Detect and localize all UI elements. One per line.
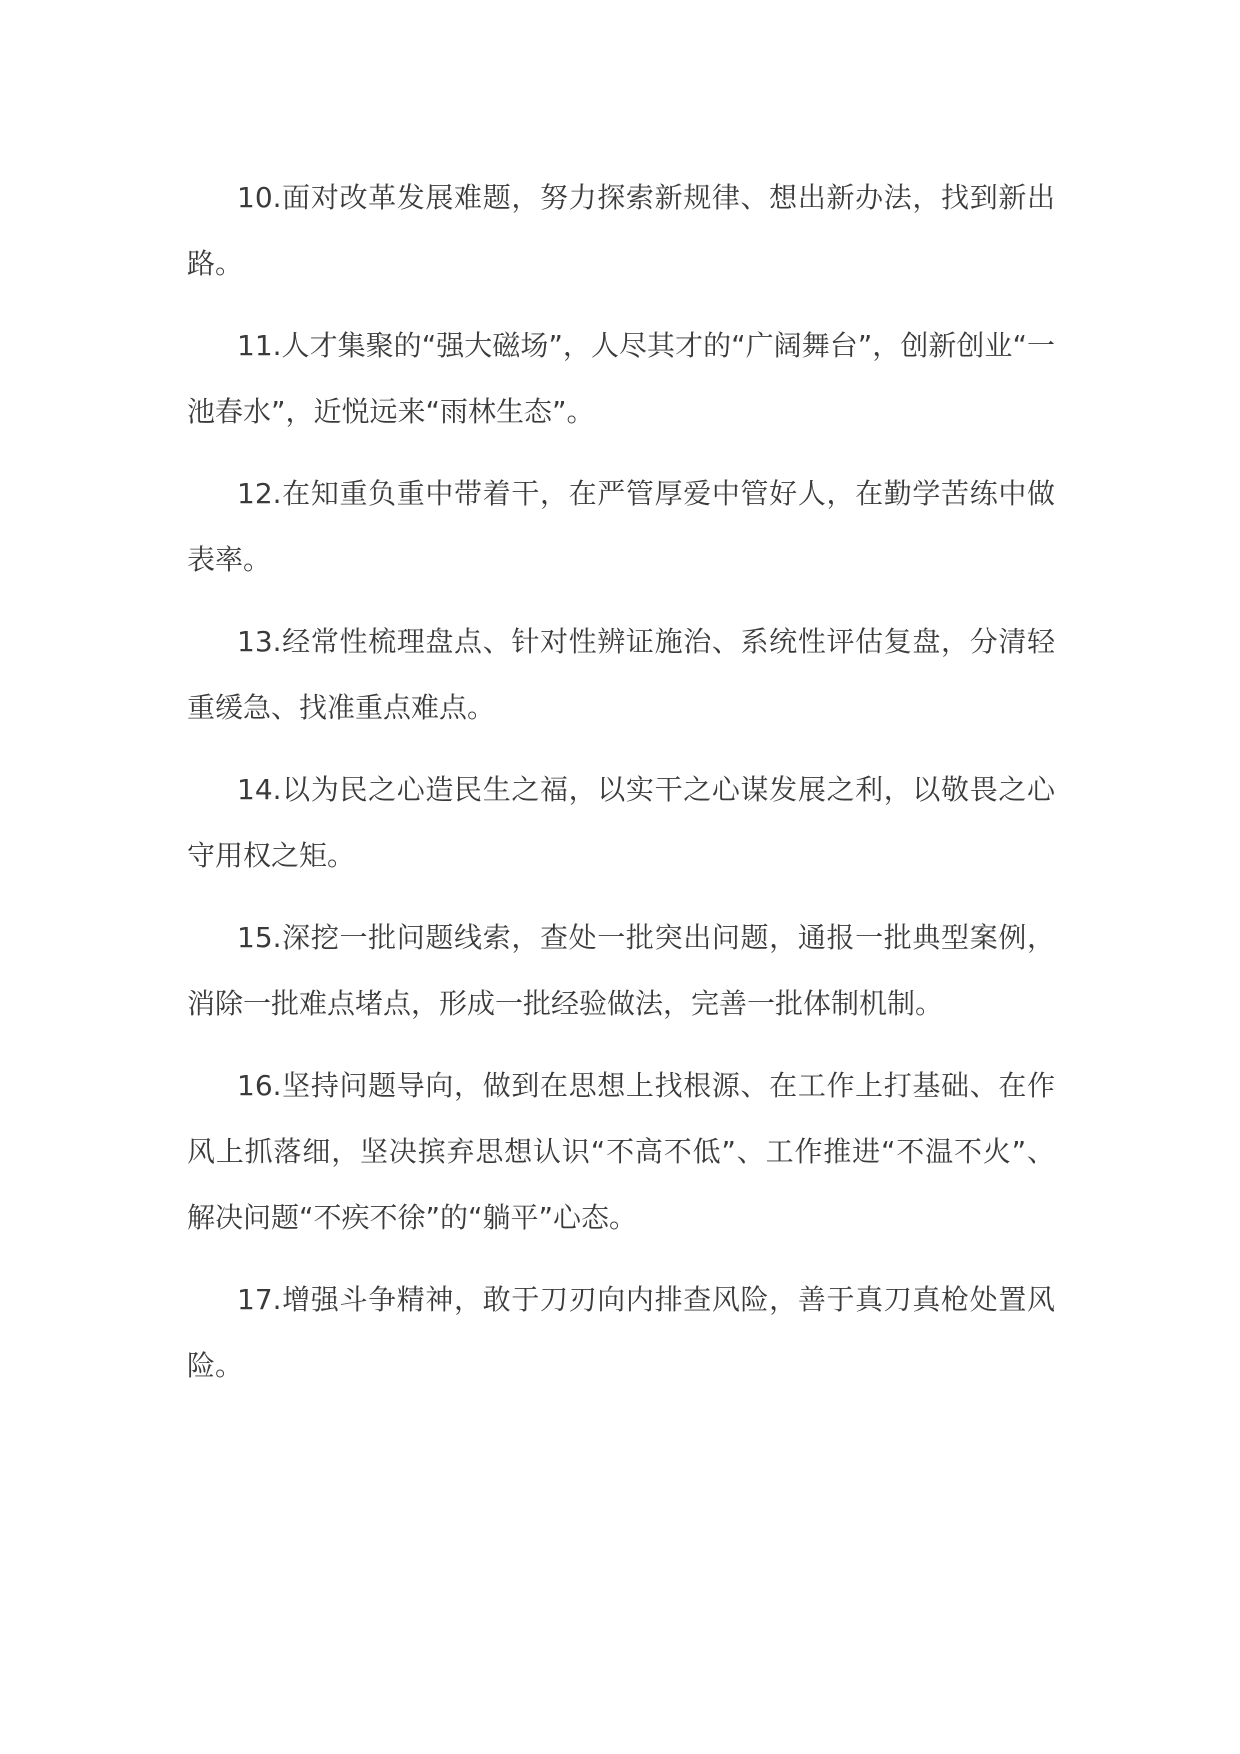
document-body: [187, 165, 1055, 1415]
paragraph-11: 11.人才集聚的“强大磁场”，人尽其才的“广阔舞台”，创新创业“一池春水”，近悦远来“雨林生态”。: [187, 329, 1055, 428]
paragraph-10: 10.面对改革发展难题，努力探索新规律、想出新办法，找到新出路。: [187, 181, 1055, 280]
paragraph-14: 14.以为民之心造民生之福，以实干之心谋发展之利，以敬畏之心守用权之矩。: [187, 773, 1055, 872]
paragraph-17: 17.增强斗争精神，敢于刀刃向内排查风险，善于真刀真枪处置风险。: [187, 1283, 1055, 1382]
paragraph-16: 16.坚持问题导向，做到在思想上找根源、在工作上打基础、在作风上抓落细，坚决摈弃思想认识“不高不低”、工作推进“不温不火”、解决问题“不疾不徐”的“躺平”心态。: [187, 1069, 1055, 1234]
paragraph-12: 12.在知重负重中带着干，在严管厚爱中管好人，在勤学苦练中做表率。: [187, 477, 1055, 576]
paragraph-15: 15.深挖一批问题线索，查处一批突出问题，通报一批典型案例，消除一批难点堵点，形成一批经验做法，完善一批体制机制。: [187, 921, 1055, 1020]
paragraph-13: 13.经常性梳理盘点、针对性辨证施治、系统性评估复盘，分清轻重缓急、找准重点难点。: [187, 625, 1055, 724]
